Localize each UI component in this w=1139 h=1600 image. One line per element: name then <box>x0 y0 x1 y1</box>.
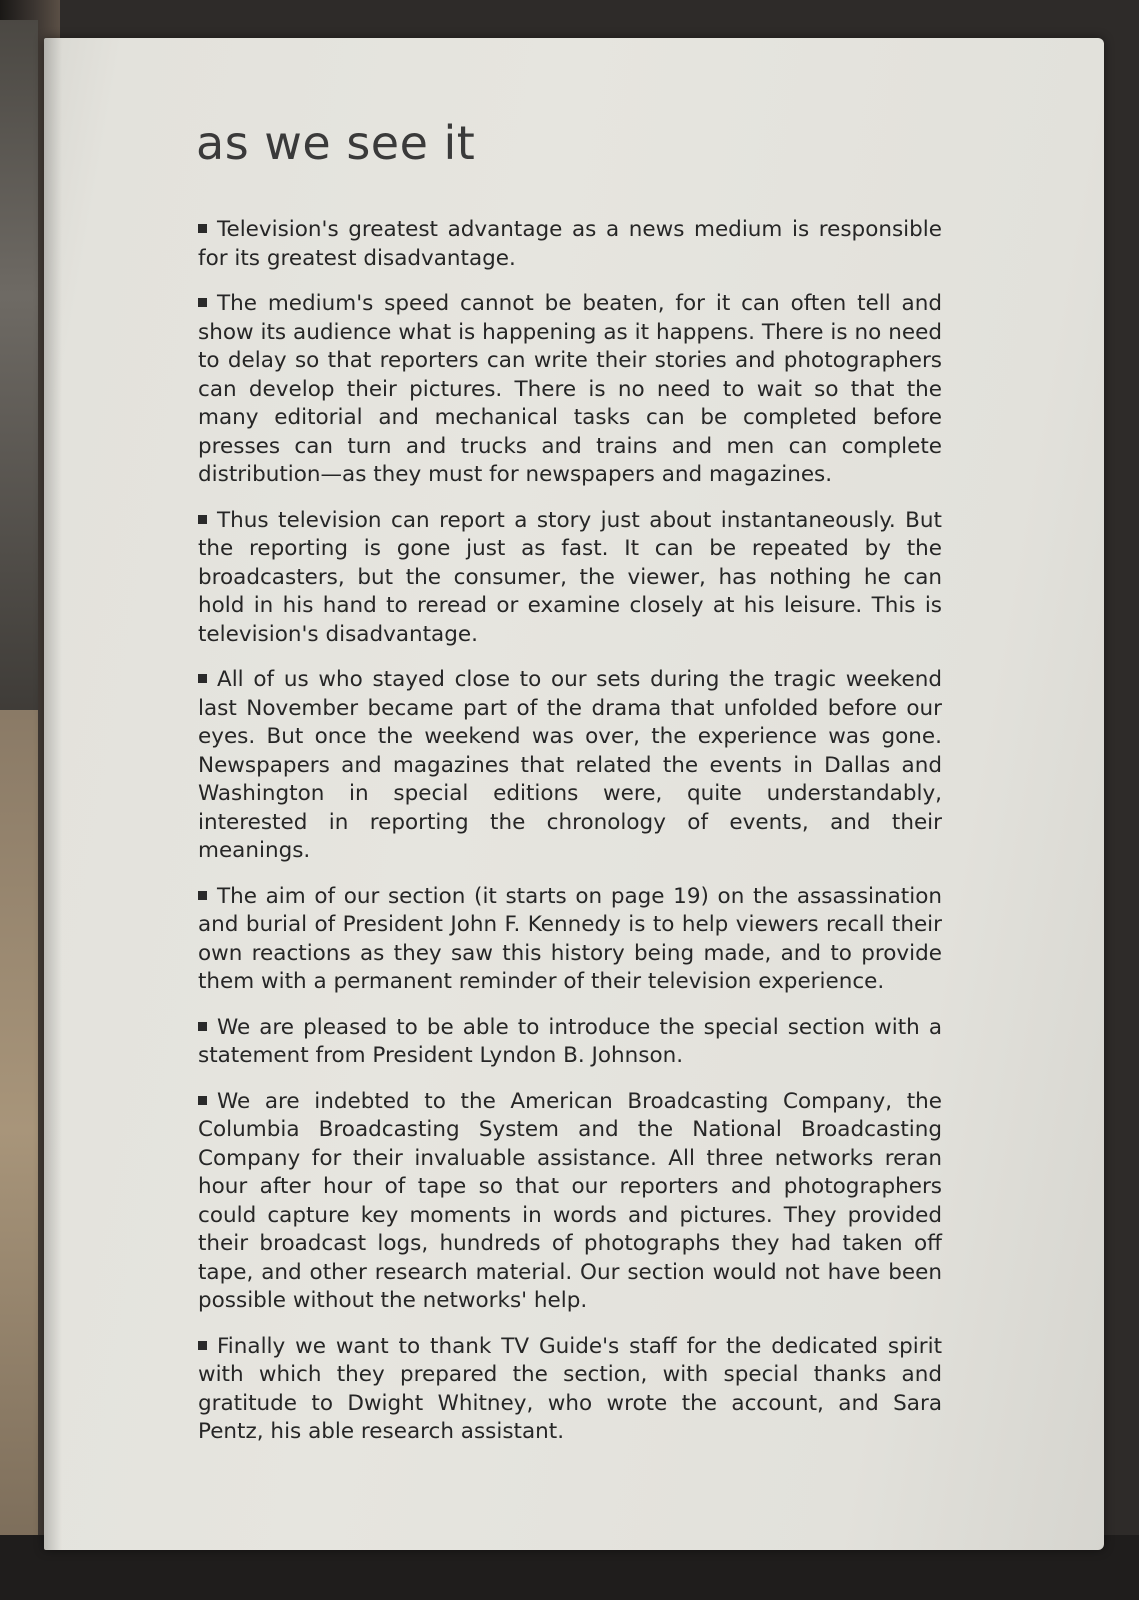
adjacent-page-edge <box>0 710 38 1550</box>
adjacent-page-photo-edge <box>0 20 38 710</box>
square-bullet-icon <box>198 674 207 683</box>
magazine-page <box>44 38 1104 1550</box>
paragraph-text: Television's greatest advantage as a news medium is responsible for its greatest disadvantage. <box>198 217 942 271</box>
square-bullet-icon <box>198 1096 207 1105</box>
square-bullet-icon <box>198 1022 207 1031</box>
page-gutter-shadow <box>44 38 62 1550</box>
square-bullet-icon <box>198 298 207 307</box>
paragraph <box>198 1014 942 1071</box>
paragraph <box>198 1088 942 1316</box>
editorial-body <box>198 216 942 1464</box>
paragraph <box>198 1333 942 1447</box>
square-bullet-icon <box>198 515 207 524</box>
page-title: as we see it <box>196 116 476 170</box>
paragraph-text: We are pleased to be able to introduce the special section with a statement from President Lyndon B. Johnson. <box>198 1014 942 1068</box>
paragraph <box>198 666 942 866</box>
square-bullet-icon <box>198 1341 207 1350</box>
paragraph-text: The medium's speed cannot be beaten, for it can often tell and show its audience what is happening as it happens. There is no need to delay so that reporters can write their stories and photographers can develop their pictures. There is no need to wait so that the many editorial and mechanical tasks can be completed before presses can turn and trucks and trains and men can complete distribution—as they must for newspapers and magazines. <box>198 291 942 487</box>
paragraph <box>198 216 942 273</box>
paragraph-text: The aim of our section (it starts on page 19) on the assassination and burial of President John F. Kennedy is to help viewers recall their own reactions as they saw this history being made, and to provide them with a permanent reminder of their television experience. <box>198 883 942 994</box>
paragraph-text: Thus television can report a story just about instantaneously. But the reporting is gone just as fast. It can be repeated by the broadcasters, but the consumer, the viewer, has nothing he can hold in his hand to reread or examine closely at his leisure. This is television's disadvantage. <box>198 507 942 647</box>
paragraph-text: We are indebted to the American Broadcasting Company, the Columbia Broadcasting System and the National Broadcasting Company for their invaluable assistance. All three networks reran hour after hour of tape so that our reporters and photographers could capture key moments in words and pictures. They provided their broadcast logs, hundreds of photographs they had taken off tape, and other research material. Our section would not have been possible without the networks' help. <box>198 1088 942 1313</box>
square-bullet-icon <box>198 224 207 233</box>
paragraph <box>198 290 942 490</box>
square-bullet-icon <box>198 891 207 900</box>
paragraph-text: Finally we want to thank TV Guide's staff for the dedicated spirit with which they prepared the section, with special thanks and gratitude to Dwight Whitney, who wrote the account, and Sara Pentz, his able research assistant. <box>198 1333 942 1444</box>
paragraph <box>198 883 942 997</box>
paragraph <box>198 507 942 650</box>
paragraph-text: All of us who stayed close to our sets during the tragic weekend last November became part of the drama that unfolded before our eyes. But once the weekend was over, the experience was gone. Newspapers and magazines that related the events in Dallas and Washington in special editions were, quite understandably, interested in reporting the chronology of events, and their meanings. <box>198 667 942 863</box>
